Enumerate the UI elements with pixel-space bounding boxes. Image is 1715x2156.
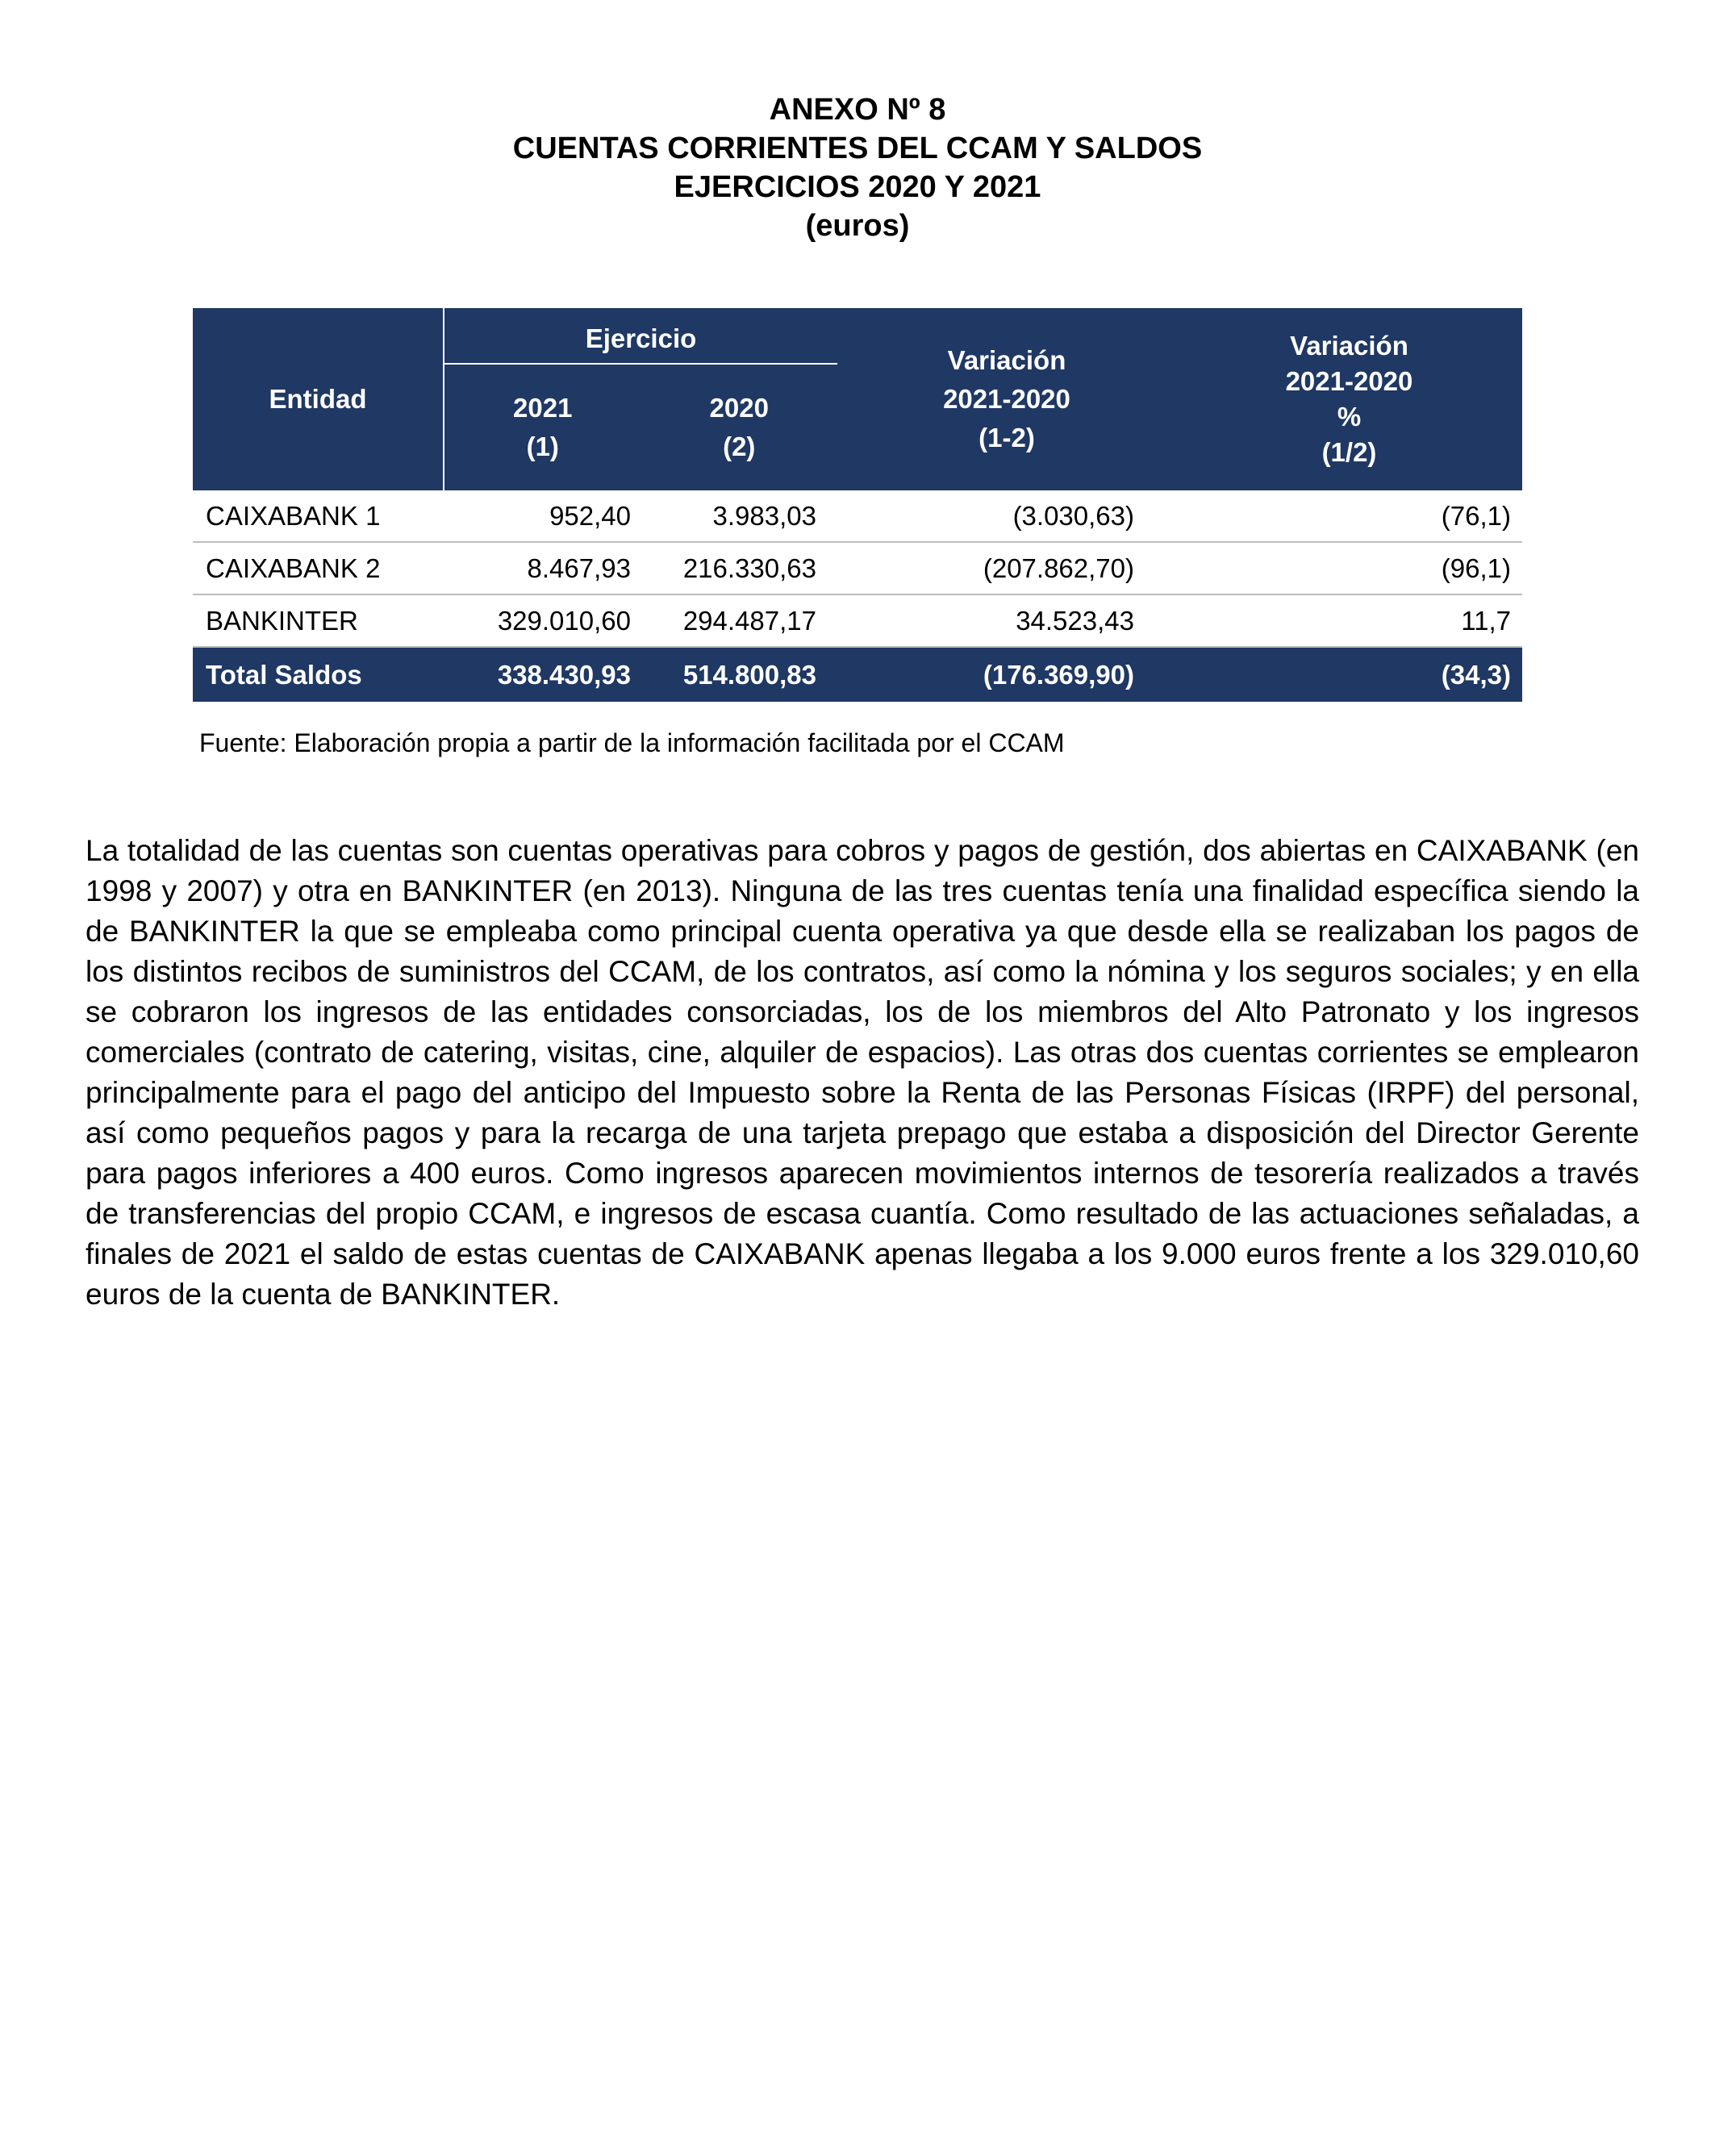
header-2021-note: (1) (526, 432, 559, 461)
header-entidad-label: Entidad (269, 384, 367, 414)
header-2020-label: 2020 (709, 393, 769, 423)
table-row (193, 490, 1522, 543)
header-ejercicio-label: Ejercicio (585, 323, 697, 353)
header-cell-variacion (837, 308, 1176, 490)
title-line-subject: CUENTAS CORRIENTES DEL CCAM Y SALDOS (512, 131, 1203, 165)
cell-variation: (3.030,63) (1012, 500, 1134, 531)
cell-2021-value: 8.467,93 (527, 553, 631, 583)
table-row (193, 595, 1522, 648)
cell-2021-value: 329.010,60 (497, 605, 631, 636)
table-row (193, 543, 1522, 595)
source-note: Fuente: Elaboración propia a partir de la información facilitada por el CCAM (199, 728, 1065, 757)
header-group-ejercicio (443, 308, 837, 490)
cell-total-variation: (176.369,90) (983, 659, 1134, 690)
cell-2020-value: 3.983,03 (712, 500, 816, 531)
table-total-row (193, 648, 1522, 702)
cell-2021-value: 952,40 (549, 500, 631, 531)
cell-total-label: Total Saldos (206, 659, 362, 690)
title-line-units: (euros) (805, 209, 910, 243)
cell-variation-pct: 11,7 (1461, 605, 1511, 636)
cell-variation-pct: (96,1) (1441, 553, 1511, 583)
header-variacion-note: (1-2) (979, 423, 1035, 452)
table-header (193, 308, 1522, 490)
header-cell-2020 (641, 365, 838, 490)
cell-entity: CAIXABANK 2 (206, 553, 381, 583)
cell-variation: (207.862,70) (983, 553, 1134, 583)
header-cell-entidad (193, 308, 443, 490)
header-variacion-label: Variación (947, 345, 1066, 375)
header-2020-note: (2) (723, 432, 756, 461)
cell-total-variation-pct: (34,3) (1441, 659, 1511, 690)
cell-variation: 34.523,43 (1016, 605, 1134, 636)
cell-entity: CAIXABANK 1 (206, 500, 381, 531)
header-2021-label: 2021 (513, 393, 573, 423)
title-line-annex: ANEXO Nº 8 (769, 93, 946, 127)
header-ejercicio-subcolumns (444, 365, 837, 490)
header-variacion-pct-years: 2021-2020 (1285, 366, 1413, 396)
cell-variation-pct: (76,1) (1441, 500, 1511, 531)
cell-total-2021-value: 338.430,93 (497, 659, 631, 690)
header-variacion-years: 2021-2020 (943, 384, 1070, 414)
header-cell-2021 (444, 365, 641, 490)
document-title (0, 90, 1715, 245)
cell-total-2020-value: 514.800,83 (682, 659, 816, 690)
header-variacion-pct-symbol: % (1337, 402, 1362, 432)
cell-2020-value: 294.487,17 (682, 605, 816, 636)
cell-entity: BANKINTER (206, 605, 358, 636)
header-variacion-pct-label: Variación (1290, 331, 1408, 361)
title-line-years: EJERCICIOS 2020 Y 2021 (674, 170, 1041, 204)
body-paragraph: La totalidad de las cuentas son cuentas operativas para cobros y pagos de gestión, dos abiertas en CAIXABANK (en 1998 y 2007) y otra en BANKINTER (en 2013). Ninguna de las tres cuentas tenía una finalidad específica siendo la de BANKINTER la que se empleaba como principal cuenta operativa ya que desde ella se realizaban los pagos de los distintos recibos de suministros del CCAM, de los contratos, así como la nómina y los seguros sociales; y en ella se cobraron los ingresos de las entidades consorciadas, los de los miembros del Alto Patronato y los ingresos comerciales (contrato de catering, visitas, cine, alquiler de espacios). Las otras dos cuentas corrientes se emplearon principalmente para el pago del anticipo del Impuesto sobre la Renta de las Personas Físicas (IRPF) del personal, así como pequeños pagos y para la recarga de una tarjeta prepago que estaba a disposición del Director Gerente para pagos inferiores a 400 euros. Como ingresos aparecen movimientos internos de tesorería realizados a través de transferencias del propio CCAM, e ingresos de escasa cuantía. Como resultado de las actuaciones señaladas, a finales de 2021 el saldo de estas cuentas de CAIXABANK apenas llegaba a los 9.000 euros frente a los 329.010,60 euros de la cuenta de BANKINTER. (86, 834, 1639, 1311)
header-variacion-pct-note: (1/2) (1321, 437, 1377, 467)
header-cell-variacion-pct (1176, 308, 1522, 490)
cell-2020-value: 216.330,63 (682, 553, 816, 583)
accounts-table-section (193, 308, 1522, 760)
accounts-table (193, 308, 1522, 702)
